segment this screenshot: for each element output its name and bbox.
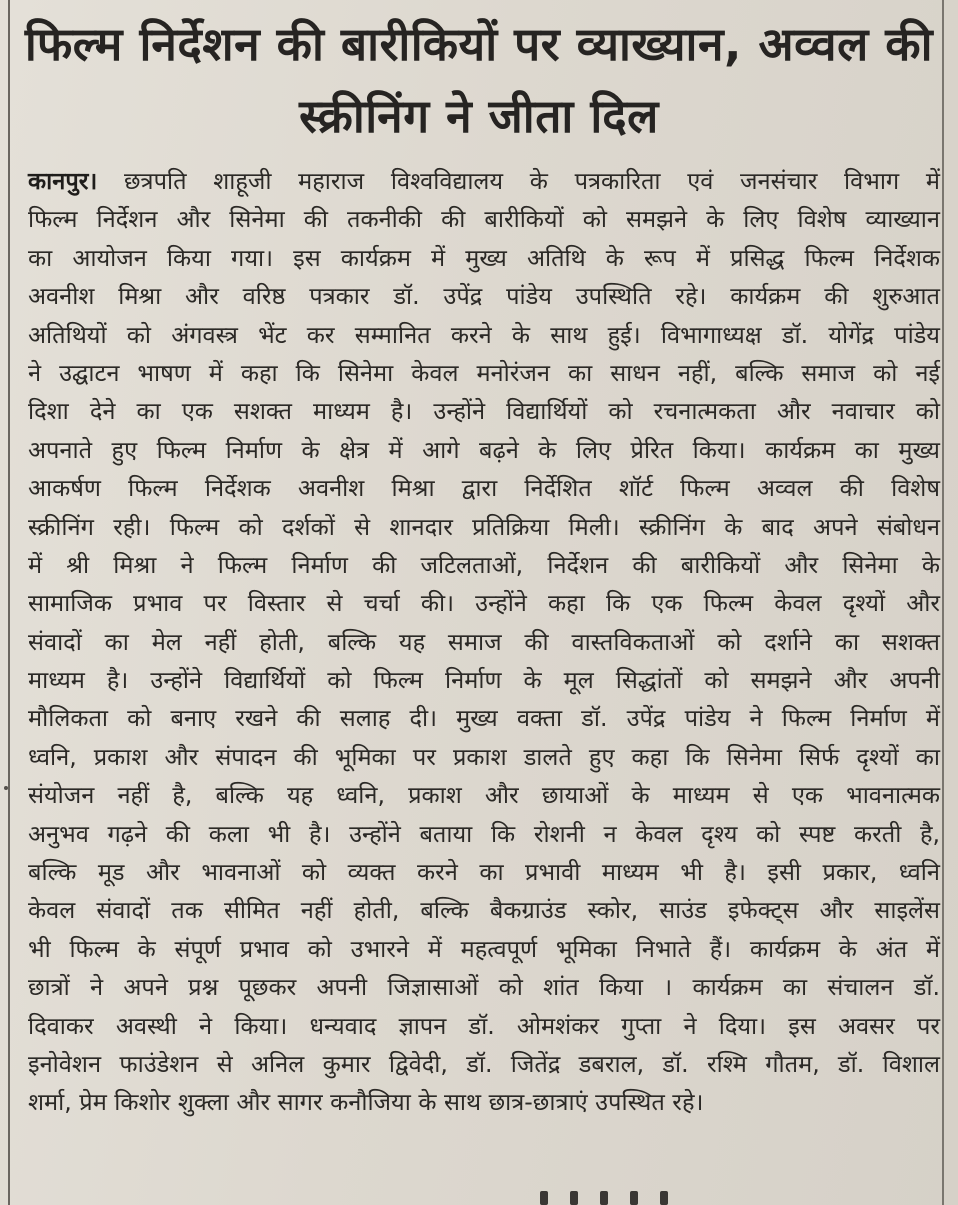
article-line-10: स्क्रीनिंग रही। फिल्म को दर्शकों से शानदार प्रतिक्रिया मिली। स्क्रीनिंग के बाद अपने संबोधन bbox=[28, 512, 940, 541]
print-speck bbox=[4, 786, 8, 790]
left-column-rule bbox=[8, 0, 10, 1205]
headline-line-2: स्क्रीनिंग ने जीता दिल bbox=[299, 89, 659, 143]
article-line-21: भी फिल्म के संपूर्ण प्रभाव को उभारने में महत्वपूर्ण भूमिका निभाते हैं। कार्यक्रम के अंत में bbox=[28, 934, 940, 963]
article-line-16: ध्वनि, प्रकाश और संपादन की भूमिका पर प्रकाश डालते हुए कहा कि सिनेमा सिर्फ दृश्यों का bbox=[28, 742, 940, 771]
article-line-6: ने उद्घाटन भाषण में कहा कि सिनेमा केवल मनोरंजन का साधन नहीं, बल्कि समाज को नई bbox=[28, 358, 940, 387]
cut-off-next-line bbox=[540, 1190, 740, 1205]
article-line-14: माध्यम है। उन्होंने विद्यार्थियों को फिल्म निर्माण के मूल सिद्धांतों को समझने और अपनी bbox=[28, 666, 940, 695]
dateline: कानपुर। bbox=[28, 167, 98, 195]
right-column-rule bbox=[942, 0, 944, 1205]
article-line-5: अतिथियों को अंगवस्त्र भेंट कर सम्मानित करने के साथ हुई। विभागाध्यक्ष डॉ. योगेंद्र पांडेय bbox=[28, 320, 940, 349]
article-line-11: में श्री मिश्रा ने फिल्म निर्माण की जटिलताओं, निर्देशन की बारीकियों और सिनेमा के bbox=[28, 550, 940, 579]
article-line-1-text: छत्रपति शाहूजी महाराज विश्वविद्यालय के पत्रकारिता एवं जनसंचार विभाग में bbox=[124, 167, 940, 195]
article-line-8: अपनाते हुए फिल्म निर्माण के क्षेत्र में आगे बढ़ने के लिए प्रेरित किया। कार्यक्रम का मुख्य bbox=[28, 435, 940, 464]
article-line-18: अनुभव गढ़ने की कला भी है। उन्होंने बताया कि रोशनी न केवल दृश्य को स्पष्ट करती है, bbox=[28, 819, 940, 848]
article-line-17: संयोजन नहीं है, बल्कि यह ध्वनि, प्रकाश और छायाओं के माध्यम से एक भावनात्मक bbox=[28, 781, 940, 810]
article-line-13: संवादों का मेल नहीं होती, बल्कि यह समाज की वास्तविकताओं को दर्शाने का सशक्त bbox=[28, 627, 940, 656]
article-line-1 bbox=[28, 162, 940, 200]
article-line-2: फिल्म निर्देशन और सिनेमा की तकनीकी की बारीकियों को समझने के लिए विशेष व्याख्यान bbox=[28, 205, 940, 234]
headline-line-1: फिल्म निर्देशन की बारीकियों पर व्याख्यान, अव्वल की bbox=[24, 17, 934, 71]
article-line-15: मौलिकता को बनाए रखने की सलाह दी। मुख्य वक्ता डॉ. उपेंद्र पांडेय ने फिल्म निर्माण में bbox=[28, 704, 940, 733]
article-body bbox=[28, 162, 940, 1122]
article-line-25: शर्मा, प्रेम किशोर शुक्ला और सागर कनौजिया के साथ छात्र-छात्राएं उपस्थित रहे। bbox=[28, 1088, 704, 1117]
article-line-3: का आयोजन किया गया। इस कार्यक्रम में मुख्य अतिथि के रूप में प्रसिद्ध फिल्म निर्देशक bbox=[28, 243, 940, 272]
article-line-22: छात्रों ने अपने प्रश्न पूछकर अपनी जिज्ञासाओं को शांत किया । कार्यक्रम का संचालन डॉ. bbox=[28, 973, 940, 1002]
article-line-19: बल्कि मूड और भावनाओं को व्यक्त करने का प्रभावी माध्यम भी है। इसी प्रकार, ध्वनि bbox=[28, 858, 940, 887]
headline bbox=[20, 8, 938, 152]
article-line-7: दिशा देने का एक सशक्त माध्यम है। उन्होंने विद्यार्थियों को रचनात्मकता और नवाचार को bbox=[28, 397, 940, 426]
article-line-20: केवल संवादों तक सीमित नहीं होती, बल्कि बैकग्राउंड स्कोर, साउंड इफेक्ट्स और साइलेंस bbox=[28, 896, 940, 925]
article-line-12: सामाजिक प्रभाव पर विस्तार से चर्चा की। उन्होंने कहा कि एक फिल्म केवल दृश्यों और bbox=[28, 589, 940, 618]
article-line-9: आकर्षण फिल्म निर्देशक अवनीश मिश्रा द्वारा निर्देशित शॉर्ट फिल्म अव्वल की विशेष bbox=[28, 474, 940, 503]
article-line-4: अवनीश मिश्रा और वरिष्ठ पत्रकार डॉ. उपेंद्र पांडेय उपस्थिति रहे। कार्यक्रम की शुरुआत bbox=[28, 282, 940, 311]
article-line-24: इनोवेशन फाउंडेशन से अनिल कुमार द्विवेदी, डॉ. जितेंद्र डबराल, डॉ. रश्मि गौतम, डॉ. विशाल bbox=[28, 1049, 940, 1078]
article-line-23: दिवाकर अवस्थी ने किया। धन्यवाद ज्ञापन डॉ. ओमशंकर गुप्ता ने दिया। इस अवसर पर bbox=[28, 1011, 940, 1040]
